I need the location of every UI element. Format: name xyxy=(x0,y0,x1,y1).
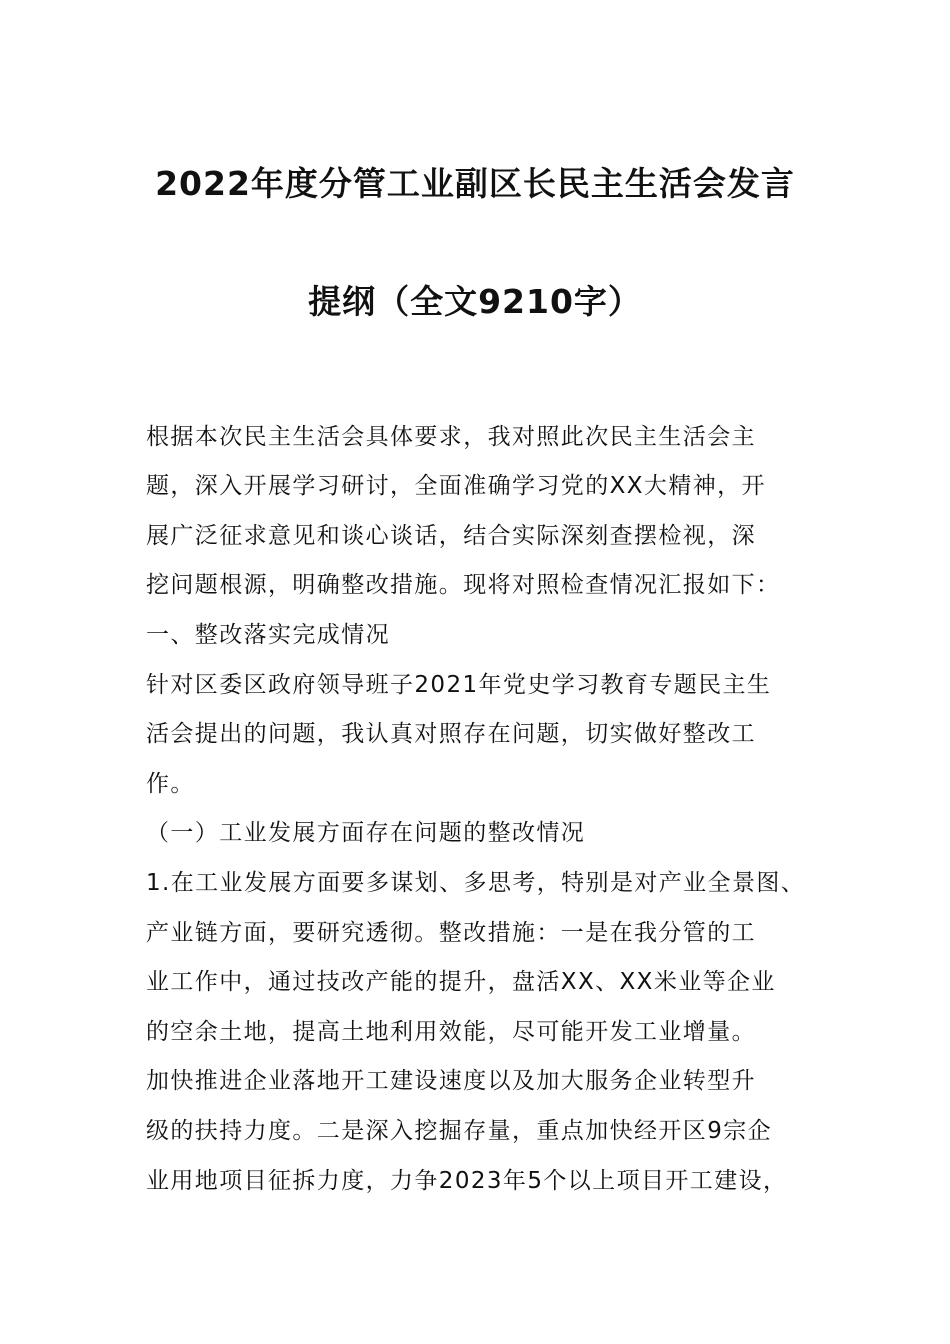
body-line: 题，深入开展学习研讨，全面准确学习党的XX大精神，开 xyxy=(146,473,766,499)
body-line: 根据本次民主生活会具体要求，我对照此次民主生活会主 xyxy=(146,424,756,450)
body-line: 活会提出的问题，我认真对照存在问题，切实做好整改工 xyxy=(146,721,756,747)
body-line: 产业链方面，要研究透彻。整改措施：一是在我分管的工 xyxy=(146,920,756,946)
subsection-heading: （一）工业发展方面存在问题的整改情况 xyxy=(146,820,586,846)
body-line: 展广泛征求意见和谈心谈话，结合实际深刻查摆检视，深 xyxy=(146,523,756,549)
body-line: 业用地项目征拆力度，力争2023年5个以上项目开工建设， xyxy=(146,1168,788,1194)
document-title-line-2: 提纲（全文9210字） xyxy=(308,282,642,321)
body-line: 作。 xyxy=(146,771,195,797)
section-heading: 一、整改落实完成情况 xyxy=(146,622,390,648)
document-title-line-1: 2022年度分管工业副区长民主生活会发言 xyxy=(155,164,795,203)
body-line: 业工作中，通过技改产能的提升，盘活XX、XX米业等企业 xyxy=(146,969,776,995)
body-line: 挖问题根源，明确整改措施。现将对照检查情况汇报如下： xyxy=(146,572,781,598)
body-line: 级的扶持力度。二是深入挖掘存量，重点加快经开区9宗企 xyxy=(146,1118,773,1144)
body-line: 的空余土地，提高土地利用效能，尽可能开发工业增量。 xyxy=(146,1019,756,1045)
body-line: 1.在工业发展方面要多谋划、多思考，特别是对产业全景图、 xyxy=(146,870,806,896)
body-line: 加快推进企业落地开工建设速度以及加大服务企业转型升 xyxy=(146,1068,756,1094)
body-line: 针对区委区政府领导班子2021年党史学习教育专题民主生 xyxy=(146,672,772,698)
